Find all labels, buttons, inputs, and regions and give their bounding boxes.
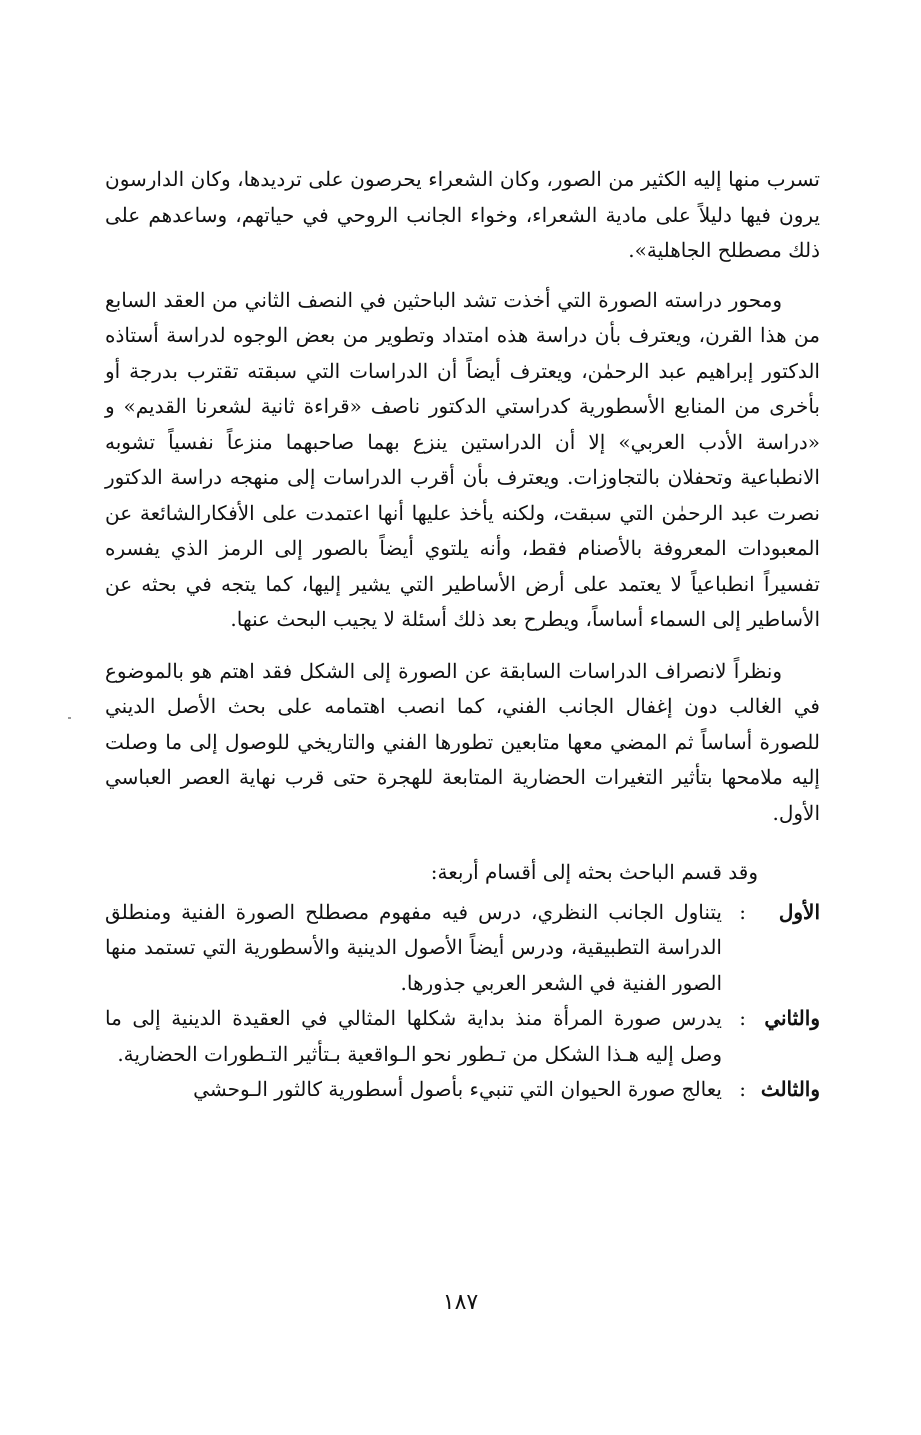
section-text: يتناول الجانب النظري، درس فيه مفهوم مصطلح الصورة الفنية ومنطلق الدراسة التطبيقية، ودرس أيضاً الأصول الدينية والأسطورية التي تستمد منها الصور الفنية في الشعر العربي جذورها. (105, 899, 722, 995)
section-label: والثالث (760, 1077, 820, 1101)
page-number: ١٨٧ (442, 1290, 479, 1315)
section-label: الأول (778, 899, 820, 924)
page-body (105, 162, 820, 1108)
section-colon: : (739, 899, 746, 924)
scan-speck (68, 717, 71, 719)
section-text: يعالج صورة الحيوان التي تنبيء بأصول أسطورية كالثور الـوحشي (193, 1077, 722, 1101)
paragraph-1: تسرب منها إليه الكثير من الصور، وكان الشعراء يحرصون على ترديدها، وكان الدارسون يرون فيها دليلاً على مادية الشعراء، وخواء الجانب الروحي في حياتهم، وساعدهم على ذلك مصطلح الجاهلية». (105, 167, 820, 262)
paragraph-3: ونظراً لانصراف الدراسات السابقة عن الصورة إلى الشكل فقد اهتم هو بالموضوع في الغالب دون إغفال الجانب الفني، كما انصب اهتمامه على بحث الأصل الديني للصورة أساساً ثم المضي معها متابعين تطورها الفني والتاريخي للوصول إلى ما وصلت إليه ملامحها بتأثير التغيرات الحضارية المتابعة للهجرة حتى قرب نهاية العصر العباسي الأول. (105, 658, 820, 825)
section-first (105, 895, 820, 1002)
section-colon: : (739, 1006, 746, 1030)
paragraph-2: ومحور دراسته الصورة التي أخذت تشد الباحثين في النصف الثاني من العقد السابع من هذا القرن، ويعترف بأن دراسة هذه امتداد وتطوير من بعض الوجوه لدراسة أستاذه الدكتور إبراهيم عبد الرحمٰن، ويعترف أيضاً أن الدراسات التي سبقته تقترب بدرجة أو بأخرى من المنابع الأسطورية كدراستي الدكتور ناصف «قراءة ثانية لشعرنا القديم» و «دراسة الأدب العربي» إلا أن الدراستين ينزع بهما صاحبهما منزعاً نفسياً تشوبه الانطباعية وتحفلان بالتجاوزات. ويعترف بأن أقرب الدراسات إلى منهجه دراسة الدكتور نصرت عبد الرحمٰن التي سبقت، ولكنه يأخذ عليها أنها اعتمدت على الأفكارالشائعة عن المعبودات المعروفة بالأصنام فقط، وأنه يلتوي أيضاً بالصور إلى الرمز الذي يفسره تفسيراً انطباعياً لا يعتمد على أرض الأساطير التي يشير إليها، كما يتجه في بحثه عن الأساطير إلى السماء أساساً، ويطرح بعد ذلك أسئلة لا يجيب البحث عنها. (105, 287, 820, 631)
section-second (105, 1001, 820, 1072)
sections-intro: وقد قسم الباحث بحثه إلى أقسام أربعة: (430, 860, 758, 884)
section-third (105, 1072, 820, 1108)
section-label: والثاني (764, 1006, 820, 1030)
section-colon: : (739, 1077, 746, 1101)
section-text: يدرس صورة المرأة منذ بداية شكلها المثالي في العقيدة الدينية إلى ما وصل إليه هـذا الشكل من تـطور نحو الـواقعية بـتأثير التـطورات الحضارية. (105, 1006, 722, 1066)
